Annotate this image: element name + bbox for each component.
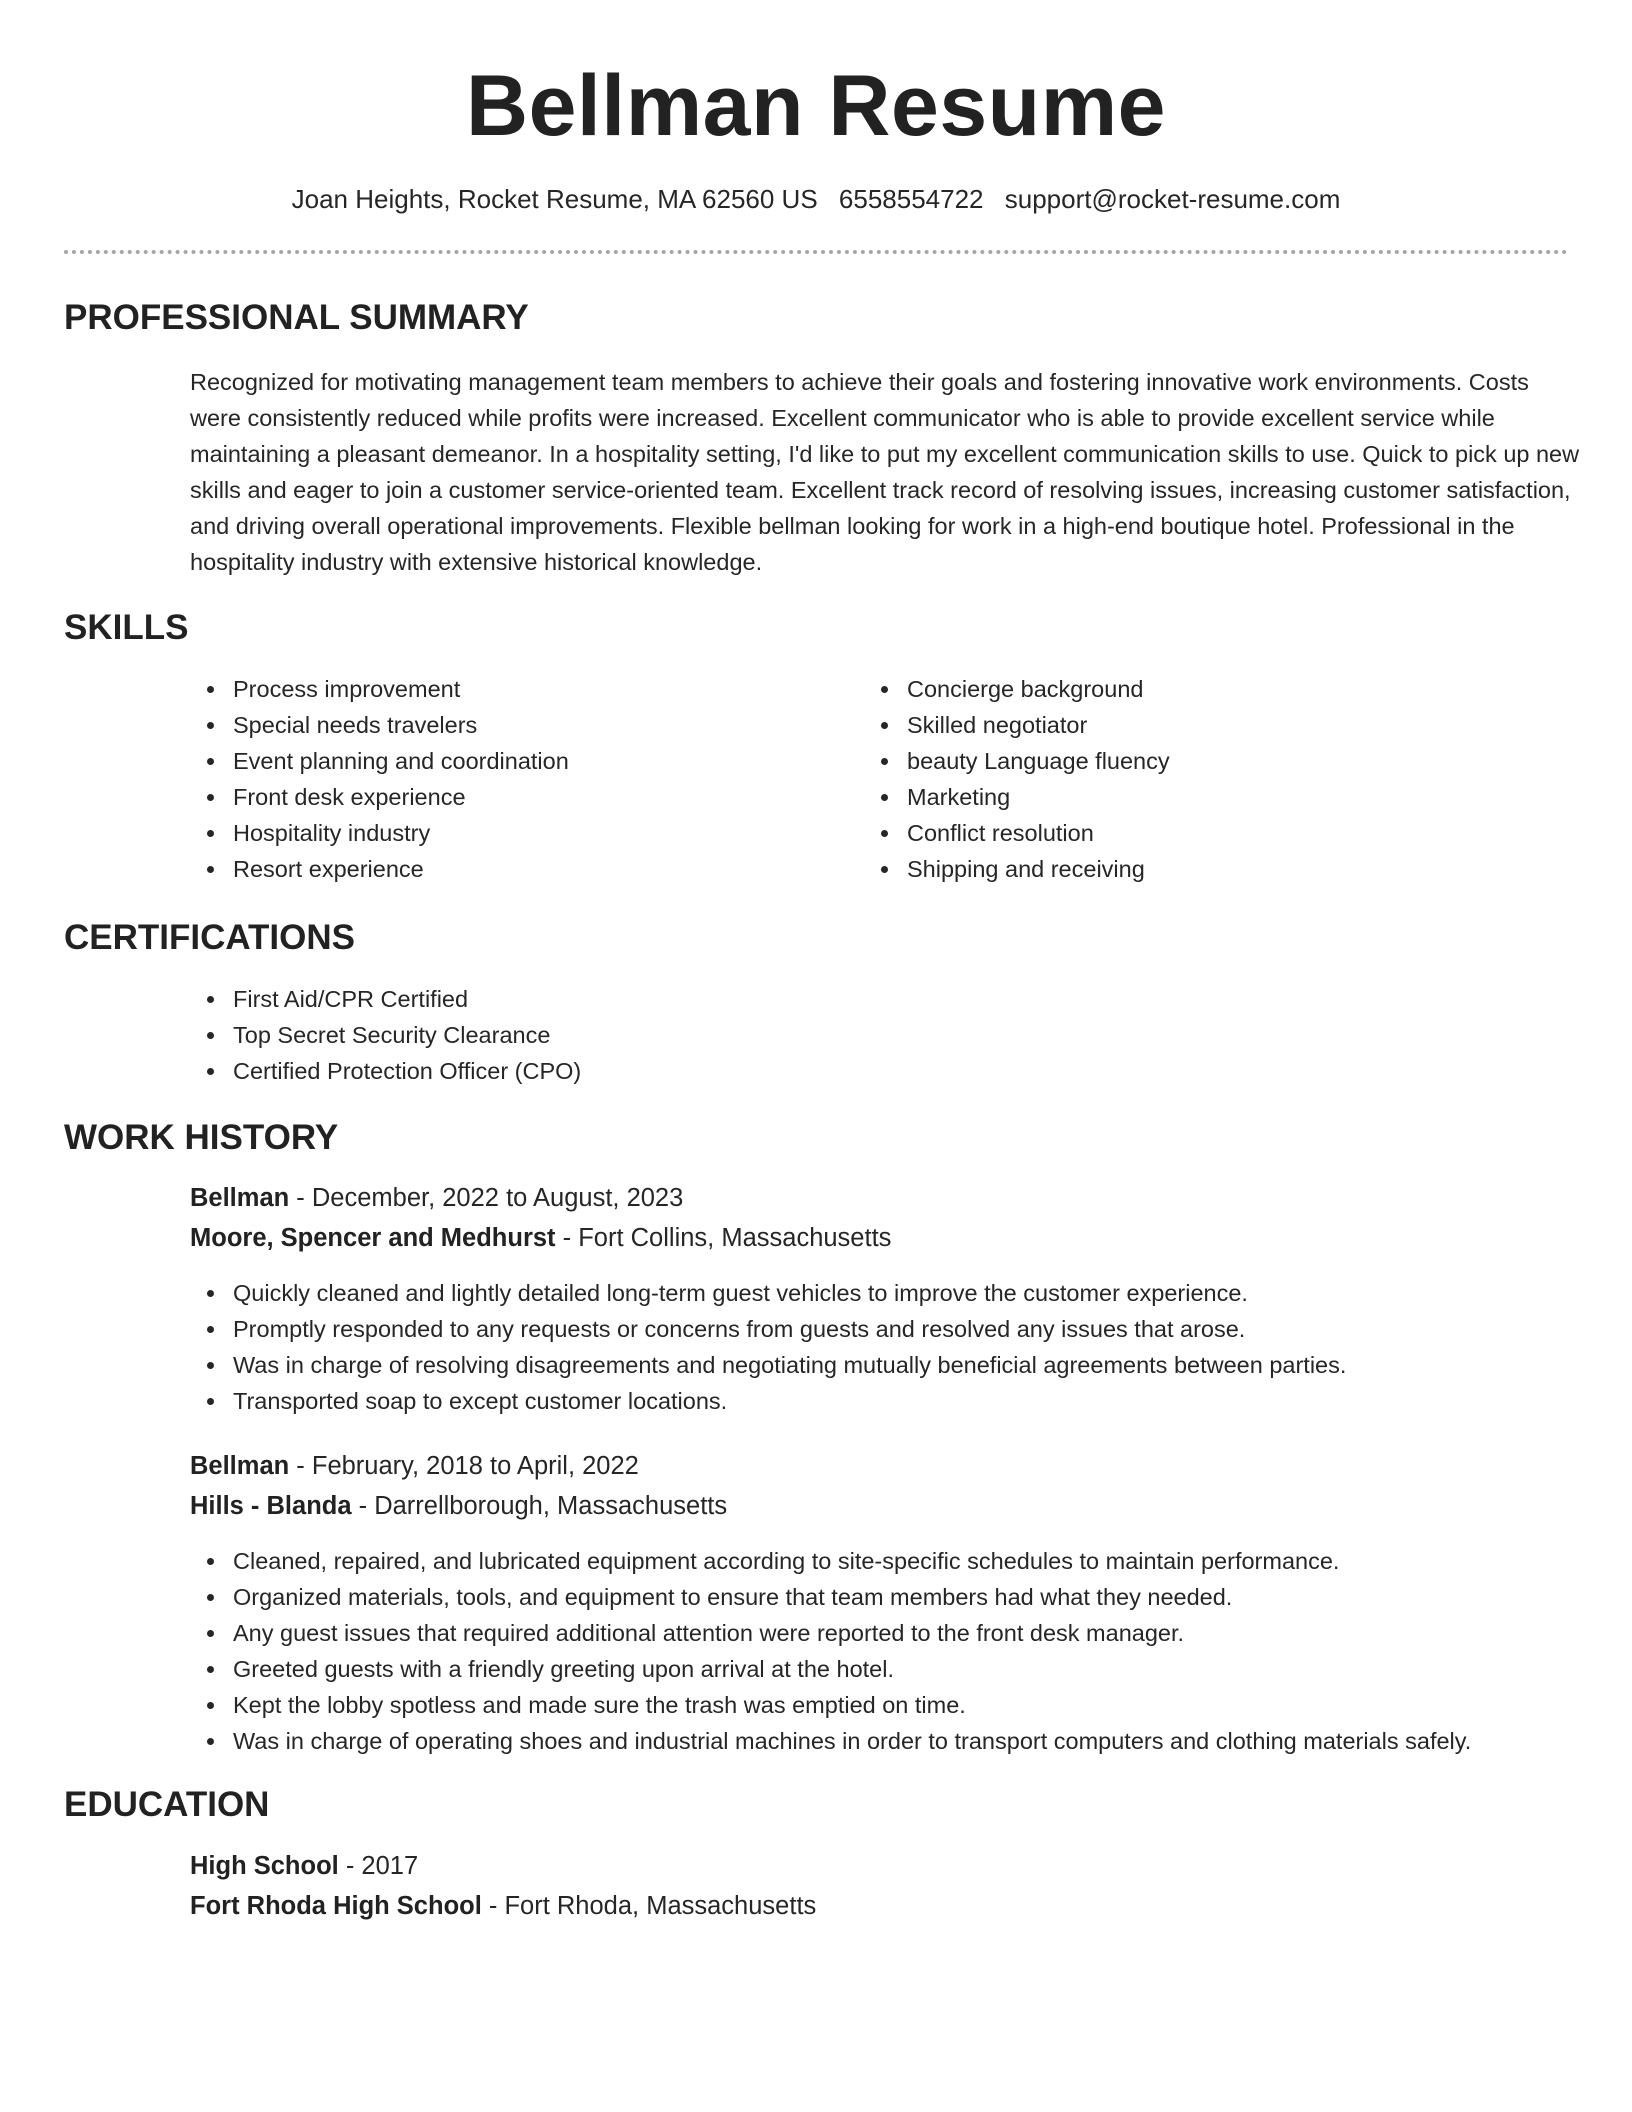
contact-email: support@rocket-resume.com: [1004, 184, 1341, 214]
skill-item: Process improvement: [190, 671, 569, 707]
job-duty-item: Any guest issues that required additional attention were reported to the front desk manager.: [190, 1615, 1471, 1651]
job-location: - Darrellborough, Massachusetts: [351, 1492, 728, 1520]
education-school: Fort Rhoda High School: [190, 1892, 482, 1920]
job-duty-item: Was in charge of operating shoes and industrial machines in order to transport computers and clothing materials safely.: [190, 1723, 1471, 1759]
skill-item: Event planning and coordination: [190, 743, 569, 779]
job-location: - Fort Collins, Massachusetts: [555, 1224, 892, 1252]
job-title-line: [190, 1180, 683, 1216]
skill-item: Skilled negotiator: [864, 707, 1170, 743]
skill-item: Marketing: [864, 779, 1170, 815]
summary-text: Recognized for motivating management team members to achieve their goals and fostering innovative work environments. Costs were consistently reduced while profits were increased. Excellent communicator who is able to provide excellent service while maintaining a pleasant demeanor. In a hospitality setting, I'd like to put my excellent communication skills to use. Quick to pick up new skills and eager to join a customer service-oriented team. Excellent track record of resolving issues, increasing customer satisfaction, and driving overall operational improvements. Flexible bellman looking for work in a high-end boutique hotel. Professional in the hospitality industry with extensive historical knowledge.: [190, 369, 1580, 575]
education-degree: High School: [190, 1852, 339, 1880]
job-duty-item: Kept the lobby spotless and made sure the trash was emptied on time.: [190, 1687, 1471, 1723]
job-duty-item: Cleaned, repaired, and lubricated equipment according to site-specific schedules to maintain performance.: [190, 1543, 1471, 1579]
summary-heading: PROFESSIONAL SUMMARY: [64, 298, 529, 337]
job-company-line: [190, 1220, 891, 1256]
education-heading: EDUCATION: [64, 1785, 270, 1824]
skill-item: Conflict resolution: [864, 815, 1170, 851]
job-company: Moore, Spencer and Medhurst: [190, 1224, 556, 1252]
skill-item: Front desk experience: [190, 779, 569, 815]
skill-item: Hospitality industry: [190, 815, 569, 851]
job-company: Hills - Blanda: [190, 1492, 352, 1520]
certifications-heading: CERTIFICATIONS: [64, 918, 356, 957]
job-company-line: [190, 1488, 727, 1524]
job-duties-list: [190, 1275, 1346, 1419]
certification-item: Certified Protection Officer (CPO): [190, 1053, 581, 1089]
skills-list-left: [190, 671, 569, 887]
skill-item: Concierge background: [864, 671, 1170, 707]
skills-heading: SKILLS: [64, 608, 189, 647]
job-duty-item: Greeted guests with a friendly greeting upon arrival at the hotel.: [190, 1651, 1471, 1687]
job-duty-item: Promptly responded to any requests or concerns from guests and resolved any issues that arose.: [190, 1311, 1346, 1347]
job-dates: - February, 2018 to April, 2022: [289, 1452, 639, 1480]
resume-title: Bellman Resume: [465, 58, 1167, 154]
job-duty-item: Transported soap to except customer locations.: [190, 1383, 1346, 1419]
education-school-line: [190, 1888, 816, 1924]
job-dates: - December, 2022 to August, 2023: [289, 1184, 684, 1212]
contact-phone: 6558554722: [838, 184, 984, 214]
certification-item: Top Secret Security Clearance: [190, 1017, 581, 1053]
skill-item: Resort experience: [190, 851, 569, 887]
header-divider: [64, 250, 1568, 254]
skills-list-right: [864, 671, 1170, 887]
contact-line: [0, 183, 1632, 215]
certification-item: First Aid/CPR Certified: [190, 981, 581, 1017]
skill-item: Special needs travelers: [190, 707, 569, 743]
education-location: - Fort Rhoda, Massachusetts: [481, 1892, 817, 1920]
work-history-heading: WORK HISTORY: [64, 1118, 339, 1157]
job-role: Bellman: [190, 1452, 290, 1480]
job-title-line: [190, 1448, 639, 1484]
job-duty-item: Organized materials, tools, and equipment to ensure that team members had what they needed.: [190, 1579, 1471, 1615]
job-duty-item: Was in charge of resolving disagreements and negotiating mutually beneficial agreements between parties.: [190, 1347, 1346, 1383]
job-role: Bellman: [190, 1184, 290, 1212]
education-year: - 2017: [338, 1852, 419, 1880]
contact-address: Joan Heights, Rocket Resume, MA 62560 US: [291, 184, 818, 214]
education-degree-line: [190, 1848, 418, 1884]
skill-item: Shipping and receiving: [864, 851, 1170, 887]
job-duty-item: Quickly cleaned and lightly detailed long-term guest vehicles to improve the customer experience.: [190, 1275, 1346, 1311]
skill-item: beauty Language fluency: [864, 743, 1170, 779]
certifications-list: [190, 981, 581, 1089]
job-duties-list: [190, 1543, 1471, 1759]
